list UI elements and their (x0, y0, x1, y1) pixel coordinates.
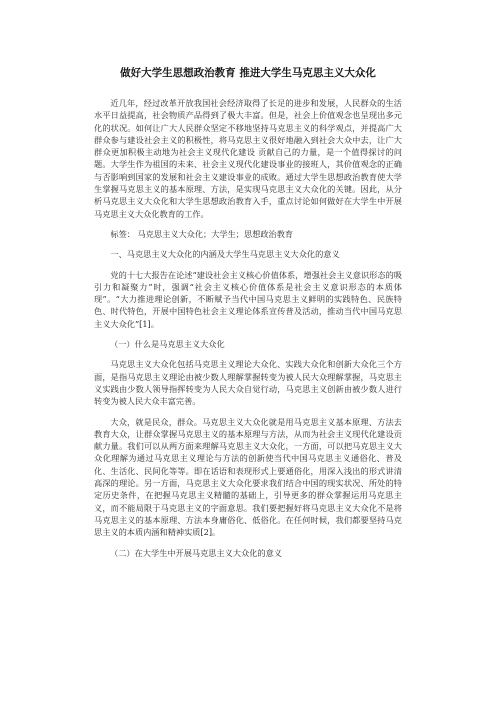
abstract-paragraph: 近几年，经过改革开放我国社会经济取得了长足的进步和发展，人民群众的生活水平日益提高，社会物质产品得到了极大丰富。但是，社会上价值观念也呈现出多元化的状况。如何让广大人民群众坚定不移地坚持马克思主义的科学观点，并提高广大群众参与建设社会主义的积极性，将马克思主义很好地融入到社会大众中去，让广大群众更加积极主动地为社会主义现代化建设 贡献自己的力量，是一个值得探讨的问题。大学生作为祖国的未来、社会主义现代化建设事业的接班人，其价值观念的正确与否影响到国家的发展和社会主义建设事业的成败。通过大学生思想政治教育使大学生掌握马克思主义的基本原理、方法，是实现马克思主义大众化的关键。因此，从分析马克思主义大众化和大学生思想政治教育入手，重点讨论如何做好在大学生中开展马克思主义大众化教育的工作。 (94, 98, 402, 219)
keywords-line: 标签： 马克思主义大众化；大学生；思想政治教育 (110, 228, 294, 239)
document-title: 做好大学生思想政治教育 推进大学生马克思主义大众化 (120, 67, 376, 79)
section-heading-1: 一、马克思主义大众化的内涵及大学生马克思主义大众化的意义 (110, 249, 340, 260)
subsection-heading-1: （一）什么是马克思主义大众化 (110, 339, 225, 350)
subsection-heading-2: （二）在大学生中开展马克思主义大众化的意义 (110, 547, 282, 558)
subsection-1-paragraph-1: 马克思主义大众化包括马克思主义理论大众化、实践大众化和创新大众化三个方面，是指马克思主义理论由被少数人理解掌握转变为被人民大众理解掌握，马克思主义实践由少数人领导指挥转变为人民大众自觉行动，马克思主义创新由被少数人进行转变为被人民大众丰富完善。 (94, 359, 402, 407)
subsection-1-paragraph-2: 大众，就是民众，群众。马克思主义大众化就是用马克思主义基本原理、方法去教育大众，让群众掌握马克思主义的基本原理与方法，从而为社会主义现代化建设贡献力量。我们可以从两方面来理解马克思主义大众化，一方面，可以把马克思主义大众化理解为通过马克思主义理论与方法的创新使当代中国马克思主义通俗化、普及化、生活化、民间化等等。即在话语和表现形式上要通俗化，用深入浅出的形式讲清高深的理论。另一方面，马克思主义大众化要求我们结合中国的现实状况、所处的特定历史条件，在把握马克思主义精髓的基础上，引导更多的群众掌握运用马克思主义，而不能局限于马克思主义的字面意思。我们要把握好将马克思主义大众化不是将马克思主义的基本原理、方法本身庸俗化、低俗化。在任何时候，我们都要坚持马克思主义的本质内涵和精神实质[2]。 (94, 416, 402, 538)
section-1-paragraph: 党的十七大报告在论述“建设社会主义核心价值体系，增强社会主义意识形态的吸引力和凝聚力”时，强调“社会主义核心价值体系是社会主义意识形态的本质体现”。“大力推进理论创新，不断赋予当代中国马克思主义鲜明的实践特色、民族特色、时代特色，开展中国特色社会主义理论体系宣传普及活动，推动当代中国马克思主义大众化”[1]。 (94, 269, 402, 329)
